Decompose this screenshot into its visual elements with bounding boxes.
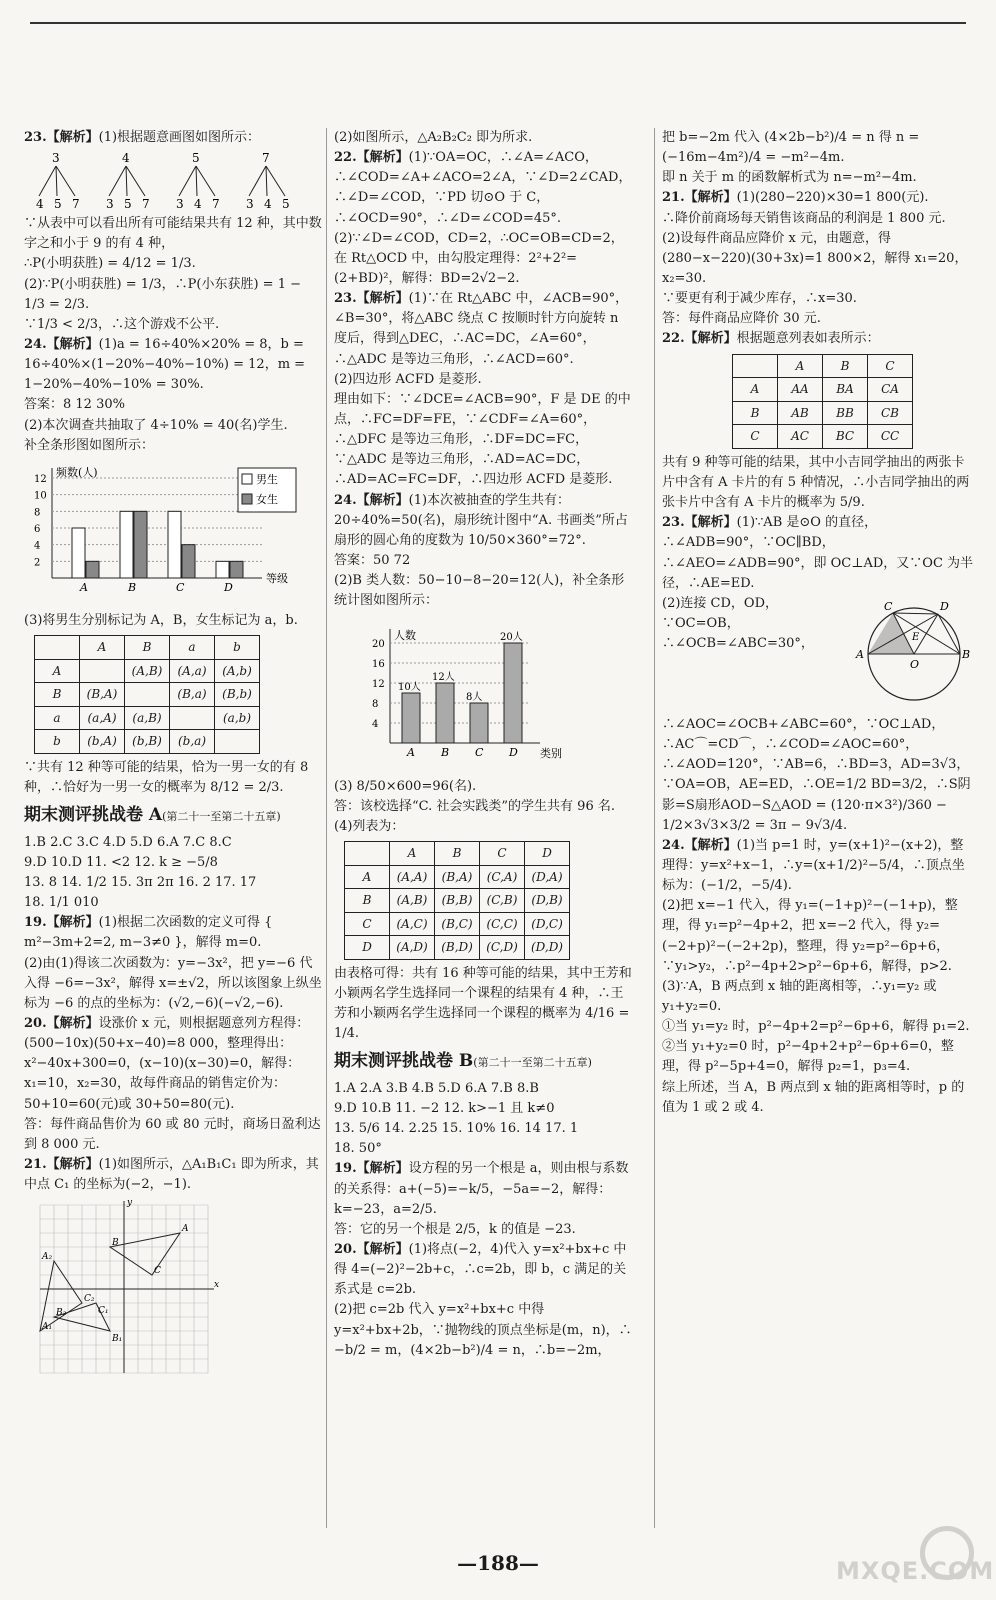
question-head: 24.【解析】 (24, 336, 99, 352)
table-cell: D (345, 936, 390, 960)
text: (2)由(1)得该二次函数为：y=−3x²，把 y=−6 代入得 −6=−3x²，解得 x=±√2，所以该图象上纵坐标为 −6 的点的坐标为：(√2,−6)(−√2,−6). (24, 955, 322, 1011)
text: (2)∵∠D=∠COD，CD=2，∴OC=OB=CD=2，在 Rt△OCD 中，由勾股定理得：2²+2²=(2+BD)²，解得：BD=2√2−2. (334, 230, 624, 286)
tree-leaf: 7 (142, 197, 150, 212)
legend-swatch (242, 474, 252, 484)
table-cell: AB (778, 401, 823, 425)
x-axis-label: 类别 (540, 747, 562, 761)
probability-table (34, 635, 260, 754)
mc-answers: 1.B 2.C 3.C 4.D 5.D 6.A 7.C 8.C (24, 834, 232, 850)
tree-leaf: 3 (106, 197, 114, 212)
text: ∵要更有利于减少库存，∴x=30. (662, 291, 857, 307)
tree-branch (179, 166, 196, 196)
text: ∵共有 12 种等可能的结果，恰为一男一女的有 8 种，∴恰好为一男一女的概率为 8/12 = 2/3. (24, 760, 309, 796)
table-cell: C (480, 841, 525, 865)
watermark (828, 1522, 995, 1592)
table-cell: (B,b) (215, 683, 260, 707)
text: ②当 y₁+y₂=0 时，p²−4p+2+p²−6p+6=0，整理，得 p²−5p+4=0，解得 p₂=1，p₃=4. (662, 1039, 954, 1075)
text: (2)把 c=2b 代入 y=x²+bx+c 中得 y=x²+bx+2b，∵抛物线的顶点坐标是(m，n)，∴ −b/2 = m，(4×2b−b²)/4 = n，∴b=−2m， (334, 1302, 632, 1358)
table-cell: BA (823, 378, 868, 402)
text: ∴P(小明获胜) = 4/12 = 1/3. (24, 256, 196, 272)
label: C (884, 599, 893, 613)
coordinate-grid-figure (24, 1199, 324, 1386)
tick-label: 4 (372, 719, 379, 731)
table-cell: (B,A) (435, 865, 480, 889)
point-label: C₂ (84, 1294, 95, 1305)
text: (1)a = 16÷40%×20% = 8，b = 16÷40%×(1−20%−40%−10%) = 12，m = 1−20%−40%−10% = 30%. (24, 336, 306, 393)
table-cell: (A,D) (390, 936, 435, 960)
tick-label: 8 (34, 507, 41, 519)
exam-subtitle: (第二十一至第二十五章) (473, 1056, 592, 1070)
text: (1)∵OA=OC，∴∠A=∠ACO，∴∠COD=∠A+∠ACO=2∠A，∵∠D=2∠CAD，∴∠D=∠COD，∵PD 切⊙O 于 C，∴∠OCD=90°，∴∠D=∠COD=45°. (334, 150, 632, 226)
data-label: 10人 (398, 682, 421, 694)
question-head: 22.【解析】 (334, 150, 409, 166)
table-cell: (A,B) (125, 659, 170, 683)
table-cell (733, 354, 778, 378)
category-label: B (128, 580, 137, 594)
table-cell: C (345, 912, 390, 936)
text: 根据题意列表如表所示： (736, 331, 880, 347)
tree-branch (109, 166, 126, 196)
text: (3)将男生分别标记为 A，B，女生标记为 a，b. (24, 612, 298, 628)
table-cell: (b,A) (80, 730, 125, 754)
label: O (910, 657, 920, 671)
bar (72, 528, 85, 578)
table-cell: b (215, 636, 260, 660)
tree-branch (126, 166, 127, 196)
table-cell: (C,A) (480, 865, 525, 889)
axis-label: y (127, 1199, 133, 1209)
bar (436, 683, 454, 743)
bar (504, 643, 522, 743)
exam-title: 期末测评挑战卷 B (334, 1051, 474, 1072)
category-label: C (475, 746, 484, 760)
question-head: 23.【解析】 (334, 291, 409, 307)
text: ①当 y₁=y₂ 时，p²−4p+2=p²−6p+6，解得 p₁=2. (662, 1019, 970, 1035)
category-label: A (407, 746, 415, 760)
table-cell: (D,D) (525, 936, 570, 960)
bar (168, 511, 181, 578)
table-cell: (b,B) (125, 730, 170, 754)
table-cell: A (345, 865, 390, 889)
table-cell: B (435, 841, 480, 865)
coordinate-grid-svg (24, 1199, 224, 1379)
table-cell: (b,a) (170, 730, 215, 754)
question-head: 21.【解析】 (662, 190, 737, 206)
y-axis-label: 人数 (394, 629, 416, 643)
table-cell (345, 841, 390, 865)
table-cell: B (35, 683, 80, 707)
tree-branch (126, 166, 145, 196)
shaded-region (868, 613, 914, 654)
table-row (35, 706, 260, 730)
table-cell: A (733, 378, 778, 402)
point-label: C₁ (98, 1306, 109, 1317)
text: ∵1/3 < 2/3，∴这个游戏不公平. (24, 316, 220, 332)
table-cell: a (35, 706, 80, 730)
text: (2)本次调查共抽取了 4÷10% = 40(名)学生. (24, 417, 288, 433)
question-head: 19.【解析】 (334, 1161, 409, 1177)
question-head: 24.【解析】 (662, 837, 737, 853)
label: A (856, 647, 864, 661)
text: (2)B 类人数：50−10−8−20=12(人)，补全条形统计图如图所示： (334, 573, 625, 609)
tree-root: 4 (122, 151, 130, 166)
tick-label: 8 (372, 699, 379, 711)
text: 设方程的另一个根是 a，则由根与系数的关系得：a+(−5)=−k/5，−5a=−2，解得：k=−23，a=2/5. (334, 1161, 629, 1217)
table-row (345, 841, 570, 865)
text: (1)当 p=1 时，y=(x+1)²−(x+2)，整理得：y=x²+x−1，∴y=(x+1/2)²−5/4，∴顶点坐标为：(−1/2，−5/4). (662, 837, 965, 894)
gender-bar-chart (24, 460, 324, 607)
point-label: B₂ (56, 1308, 67, 1319)
column-3 (662, 128, 974, 1118)
table-cell: (A,b) (215, 659, 260, 683)
point-label: A (182, 1224, 189, 1235)
text: 综上所述，当 A，B 两点到 x 轴的距离相等时，p 的值为 1 或 2 或 4. (662, 1079, 965, 1115)
answer-line: 答案：50 72 (334, 552, 411, 568)
text: (2)把 x=−1 代入，得 y₁=(−1+p)²−(−1+p)，整理，得 y₁=p²−4p+2，把 x=−2 代入，得 y₂=(−2+p)²−(−2+2p)，整理，得 y₂=p²−6p+6，∵y₁>y₂，∴p²−4p+2>p²−6p+6，解得，p>2. (662, 898, 958, 974)
text: 理由如下：∵∠DCE=∠ACB=90°，F 是 DE 的中点，∴FC=DF=FE，∵∠CDF=∠A=60°，∴△DFC 是等边三角形，∴DF=DC=FC，∵△ADC 是等边三角形，∴AD=AC=DC，∴AD=AC=FC=DF，∴四边形 ACFD 是菱形. (334, 391, 631, 488)
table-cell (35, 636, 80, 660)
table-cell: a (170, 636, 215, 660)
tree-root: 7 (262, 151, 270, 166)
tree-0 (30, 150, 82, 212)
table-cell: AC (778, 425, 823, 449)
segment (938, 614, 960, 654)
mc-answers: 9.D 10.D 11. <2 12. k ≥ −5/8 (24, 854, 218, 870)
tick-label: 16 (372, 659, 385, 671)
table-cell: (a,B) (125, 706, 170, 730)
table-row (345, 936, 570, 960)
tree-branch (196, 166, 215, 196)
tick-label: 20 (372, 639, 385, 651)
question-head: 19.【解析】 (24, 915, 99, 931)
tree-diagram (30, 150, 324, 212)
tree-1 (100, 150, 152, 212)
bar (86, 561, 99, 578)
mc-answers: 18. 50° (334, 1141, 382, 1157)
table-cell: A (80, 636, 125, 660)
legend-label: 男生 (256, 472, 278, 486)
table-cell: (B,a) (170, 683, 215, 707)
text: 答：该校选择“C. 社会实践类”的学生共有 96 名. (334, 798, 615, 814)
table-cell: A (778, 354, 823, 378)
axis-label: x (214, 1280, 220, 1291)
category-label: D (224, 580, 233, 594)
table-row (35, 636, 260, 660)
top-rule (30, 22, 966, 24)
text: 答：每件商品售价为 60 或 80 元时，商场日盈利达到 8 000 元. (24, 1116, 321, 1152)
table-cell (170, 706, 215, 730)
table-cell: B (125, 636, 170, 660)
label: D (940, 599, 949, 613)
bar (134, 511, 147, 578)
table-row (345, 865, 570, 889)
tick-label: 6 (34, 523, 41, 535)
bar (216, 561, 229, 578)
table-cell: (C,C) (480, 912, 525, 936)
tree-root: 3 (52, 151, 60, 166)
table-row (733, 354, 913, 378)
tick-label: 2 (34, 557, 41, 569)
text: (2)如图所示，△A₂B₂C₂ 即为所求. (334, 130, 533, 145)
question-head: 22.【解析】 (662, 331, 737, 347)
table-cell: (a,b) (215, 706, 260, 730)
table-cell: b (35, 730, 80, 754)
tree-leaf: 7 (72, 197, 80, 212)
text: 共有 9 种等可能的结果，其中小吉同学抽出的两张卡片中含有 A 卡片的有 5 种情况，∴小吉同学抽出的两张卡片中含有 A 卡片的概率为 5/9. (662, 454, 970, 511)
text: (2)∵P(小明获胜) = 1/3，∴P(小东获胜) = 1 − 1/3 = 2/3. (24, 276, 301, 312)
text: (1)根据二次函数的定义可得 { m²−3m+2=2, m−3≠0 }，解得 m=0. (24, 915, 273, 951)
tree-leaf: 5 (124, 197, 132, 212)
table-cell (215, 730, 260, 754)
point-label: A₂ (42, 1252, 53, 1263)
text: 答：每件商品应降价 30 元. (662, 311, 821, 327)
table-cell: B (345, 889, 390, 913)
tree-leaf: 7 (212, 197, 220, 212)
table-row (35, 683, 260, 707)
column-divider (654, 128, 655, 1528)
tree-branch (39, 166, 56, 196)
table-cell: (A,A) (390, 865, 435, 889)
point-label: C (154, 1266, 161, 1277)
text: (2)设每件商品应降价 x 元，由题意，得 (280−x−220)(30+3x)=1 800×2，解得 x₁=20，x₂=30. (662, 230, 968, 286)
text: 答：它的另一个根是 2/5，k 的值是 −23. (334, 1221, 576, 1237)
tree-branch (56, 166, 75, 196)
category-label: A (80, 580, 88, 594)
table-cell: C (733, 425, 778, 449)
legend-swatch (242, 494, 252, 504)
question-head: 20.【解析】 (334, 1241, 409, 1257)
watermark-text: MXQE.COM (836, 1556, 995, 1585)
table-cell: (C,B) (480, 889, 525, 913)
table-cell: (A,a) (170, 659, 215, 683)
text: (2)连接 CD，OD，∵OC=OB，∴∠OCB=∠ABC=30°，∴∠AOC=∠OCB+∠ABC=60°，∵OC⊥AD，∴AC⌒=CD⌒，∴∠COD=∠AOC=60°，∴∠AOD=120°，∵AB=6，∴BD=3，AD=3√3，∵OA=OB，AE=ED，∴OE=1/2 BD=3/2，∴S阴影=S扇形AOD−S△AOD = (120·π×3²)/360 − 1/2×3√3×3/2 = 3π − 9√3/4. (662, 595, 971, 833)
table-cell: CB (868, 401, 913, 425)
tree-leaf: 3 (176, 197, 184, 212)
point-label: B₁ (112, 1334, 123, 1345)
bar-chart-svg (24, 460, 314, 600)
table-cell: BC (823, 425, 868, 449)
circle-figure (854, 596, 974, 713)
tree-leaf: 5 (54, 197, 62, 212)
answer-line: 答案：8 12 30% (24, 397, 125, 413)
table-cell: (B,D) (435, 936, 480, 960)
text: 把 b=−2m 代入 (4×2b−b²)/4 = n 得 n = (−16m−4m²)/4 = −m²−4m. (662, 130, 920, 166)
tick-label: 12 (372, 679, 385, 691)
table-cell: (C,D) (480, 936, 525, 960)
text: (1)本次被抽查的学生共有：20÷40%=50(名)，扇形统计图中“A. 书画类”所占扇形的圆心角的度数为 10/50×360°=72°. (334, 492, 628, 548)
tree-2 (170, 150, 222, 212)
tree-3 (240, 150, 292, 212)
table-cell: (D,C) (525, 912, 570, 936)
text: (3) 8/50×600=96(名). (334, 778, 477, 794)
bar (120, 511, 133, 578)
category-bar-chart (334, 615, 634, 772)
x-axis-label: 等级 (266, 571, 288, 585)
bar (230, 561, 243, 578)
table-row (733, 425, 913, 449)
point-label: B (112, 1238, 119, 1249)
probability-table (344, 841, 570, 960)
circle-diagram-svg (854, 596, 974, 706)
bar (402, 693, 420, 743)
table-row (345, 889, 570, 913)
tree-branch (266, 166, 267, 196)
tree-branch (249, 166, 266, 196)
table-cell: CC (868, 425, 913, 449)
mc-answers: 13. 8 14. 1/2 15. 3π 2π 16. 2 17. 17 (24, 874, 257, 890)
text: 补全条形图如图所示： (24, 437, 155, 453)
exam-title: 期末测评挑战卷 A (24, 805, 163, 826)
text: (1)∵在 Rt△ABC 中，∠ACB=90°，∠B=30°，将△ABC 绕点 C 按顺时针方向旋转 n 度后，得到△DEC，∴AC=DC，∠A=60°，∴△ADC 是等边三角形，∴∠ACD=60°. (334, 291, 629, 367)
table-cell: C (868, 354, 913, 378)
tree-branch (196, 166, 197, 196)
exam-subtitle: (第二十一至第二十五章) (162, 810, 281, 824)
mc-answers: 13. 5/6 14. 2.25 15. 10% 16. 14 17. 1 (334, 1121, 579, 1137)
table-cell: (A,B) (390, 889, 435, 913)
tree-leaf: 3 (246, 197, 254, 212)
probability-table (732, 354, 913, 449)
table-cell: BB (823, 401, 868, 425)
table-cell: (B,B) (435, 889, 480, 913)
question-head: 23.【解析】 (662, 515, 737, 531)
triangle-a2b2c2 (40, 1261, 82, 1331)
tree-leaf: 5 (282, 197, 290, 212)
table-cell: (a,A) (80, 706, 125, 730)
table-cell: AA (778, 378, 823, 402)
text: 设涨价 x 元，则根据题意列方程得：(500−10x)(50+x−40)=8 000，整理得出：x²−40x+300=0，(x−10)(x−30)=0，解得：x₁=10，x₂=30，故每件商品的销售定价为：50+10=60(元)或 30+50=80(元). (24, 1015, 310, 1112)
text: 由表格可得：共有 16 种等可能的结果，其中王芳和小颖两名学生选择同一个课程的结果有 4 种，∴王芳和小颖两名学生选择同一个课程的概率为 4/16 = 1/4. (334, 965, 632, 1042)
page-number: —188— (457, 1551, 539, 1575)
table-cell: (D,A) (525, 865, 570, 889)
question-head: 24.【解析】 (334, 492, 409, 508)
text: (3)∵A，B 两点到 x 轴的距离相等，∴y₁=y₂ 或 y₁+y₂=0. (662, 978, 937, 1015)
table-cell: (B,A) (80, 683, 125, 707)
tick-label: 10 (34, 490, 47, 502)
text: (1)将点(−2，4)代入 y=x²+bx+c 中得 4=(−2)²−2b+c，∴c=2b，即 b，c 满足的关系式是 c=2b. (334, 1241, 627, 1298)
tick-label: 12 (34, 473, 47, 485)
text: ∴降价前商场每天销售该商品的利润是 1 800 元. (662, 210, 946, 226)
text: 即 n 关于 m 的函数解析式为 n=−m²−4m. (662, 170, 917, 186)
table-cell: (D,B) (525, 889, 570, 913)
text: (1)如图所示，△A₁B₁C₁ 即为所求，其中点 C₁ 的坐标为(−2，−1). (24, 1156, 319, 1193)
question-head: 23.【解析】 (24, 130, 99, 145)
label: B (962, 647, 971, 661)
text: (1)∵AB 是⊙O 的直径，∴∠ADB=90°，∵OC∥BD，∴∠AEO=∠ADB=90°，即 OC⊥AD，又∵OC 为半径，∴AE=ED. (662, 515, 974, 591)
column-2 (334, 128, 634, 1361)
mc-answers: 18. 1/1 010 (24, 895, 99, 911)
question-head: 21.【解析】 (24, 1156, 99, 1172)
table-row (733, 378, 913, 402)
label: E (912, 631, 920, 643)
table-row (733, 401, 913, 425)
table-cell: D (525, 841, 570, 865)
tree-leaf: 4 (194, 197, 202, 212)
question-head: 20.【解析】 (24, 1015, 99, 1031)
table-cell: (B,C) (435, 912, 480, 936)
triangle-abc (110, 1233, 180, 1275)
category-label: D (509, 746, 518, 760)
category-label: B (441, 746, 450, 760)
mc-answers: 1.A 2.A 3.B 4.B 5.D 6.A 7.B 8.B (334, 1080, 539, 1096)
table-row (35, 730, 260, 754)
tree-branch (266, 166, 285, 196)
text: (4)列表为： (334, 818, 405, 834)
text: (1)(280−220)×30=1 800(元). (736, 190, 929, 206)
tree-root: 5 (192, 151, 200, 166)
table-row (35, 659, 260, 683)
segment (893, 613, 938, 614)
tick-label: 4 (34, 540, 41, 552)
tree-leaf: 4 (264, 197, 272, 212)
table-cell: (A,C) (390, 912, 435, 936)
bar (182, 544, 195, 577)
y-axis-label: 频数(人) (56, 465, 98, 479)
bar-chart-svg (334, 615, 574, 765)
mc-answers: 9.D 10.B 11. −2 12. k>−1 且 k≠0 (334, 1100, 555, 1116)
table-cell: A (35, 659, 80, 683)
point-label: A₁ (42, 1322, 53, 1333)
text: ∵从表中可以看出所有可能结果共有 12 种，其中数字之和小于 9 的有 4 种， (24, 216, 322, 252)
table-cell (80, 659, 125, 683)
data-label: 12人 (432, 672, 455, 684)
data-label: 20人 (500, 632, 523, 644)
data-label: 8人 (466, 692, 483, 704)
table-cell: CA (868, 378, 913, 402)
table-row (345, 912, 570, 936)
tree-leaf: 4 (36, 197, 44, 212)
category-label: C (176, 580, 185, 594)
column-1 (24, 128, 324, 1390)
column-divider (326, 128, 327, 1528)
text: (2)四边形 ACFD 是菱形. (334, 371, 482, 387)
tree-branch (56, 166, 57, 196)
table-cell: A (390, 841, 435, 865)
legend-label: 女生 (256, 492, 278, 506)
text: (1)根据题意画图如图所示： (98, 130, 261, 145)
table-cell: B (823, 354, 868, 378)
table-cell (125, 683, 170, 707)
bar (470, 703, 488, 743)
table-cell: B (733, 401, 778, 425)
